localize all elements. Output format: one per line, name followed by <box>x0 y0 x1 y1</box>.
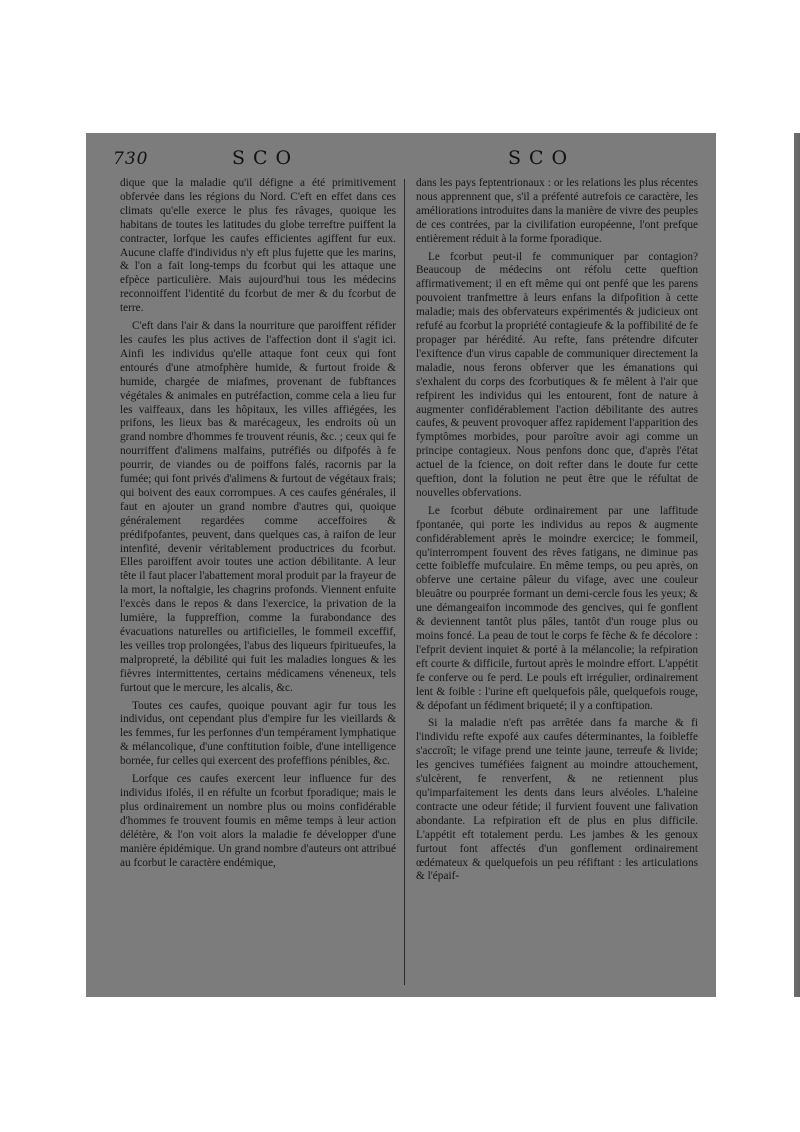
column-divider <box>404 179 405 985</box>
right-column <box>416 177 698 888</box>
paragraph: dans les pays feptentrionaux : or les relations les plus récentes nous apprennent que, s'il a préfenté autrefois ce caractère, les améliorations introduites dans la manière de vivre des peuples de ces contrées, par la civilifation européenne, l'ont prefque entièrement réduit à la forme fporadique. <box>416 177 698 245</box>
paragraph: Lorfque ces caufes exercent leur influence fur des individus ifolés, il en réfulte un fcorbut fporadique; mais le plus ordinairement un nombre plus ou moins confidérable d'hommes fe trouvent foumis en même temps à leur action délétère, & l'on voit alors la maladie fe développer d'une manière épidémique. Un grand nombre d'auteurs ont attribué au fcorbut le caractère endémique, <box>120 773 396 869</box>
page-number: 730 <box>113 149 149 169</box>
paragraph: Le fcorbut peut-il fe communiquer par contagion? Beaucoup de médecins ont réfolu cette queftion affirmativement; il en eft même qui ont penfé que les parens pouvoient tranfmettre à leurs enfans la difpofition à cette maladie; mais des obfervateurs expérimentés & judicieux ont refufé au fcorbut la propriété contagieufe & la poffibilité de fe propager par hérédité. Au refte, fans prétendre difcuter l'exiftence d'un virus capable de communiquer directement la maladie, nous ferons obferver que les émanations qui s'exhalent du corps des fcorbutiques & fe mêlent à l'air que refpirent les individus qui les entourent, font de nature à augmenter confidérablement l'action débilitante des autres caufes, & peuvent provoquer affez rapidement l'apparition des fymptômes morbides, pour paroître avoir agi comme un principe contagieux. Nous penfons donc que, d'après l'état actuel de la fcience, on doit refter dans le doute fur cette queftion, dont la folution ne peut être que le réfultat de nouvelles obfervations. <box>416 250 698 499</box>
page-edge-shadow <box>794 133 800 997</box>
paragraph: Si la maladie n'eft pas arrêtée dans fa marche & fi l'individu refte expofé aux caufes déterminantes, la foibleffe s'accroît; le vifage prend une teinte jaune, terreufe & livide; les gencives tuméfiées faignent au moindre attouchement, s'ulcèrent, fe renverfent, & ne retiennent plus qu'imparfaitement les dents dans leurs alvéoles. L'haleine contracte une odeur fétide; il furvient fouvent une falivation abondante. La refpiration eft de plus en plus difficile. L'appétit eft totalement perdu. Les jambes & les genoux furtout font affectés d'un gonflement ordinairement œdémateux & quelquefois un peu réfiftant : les articulations & l'épaif- <box>416 717 698 883</box>
paragraph: C'eft dans l'air & dans la nourriture que paroiffent réfider les caufes les plus actives de l'affection dont il s'agit ici. Ainfi les individus qu'elle attaque font ceux qui font entourés d'une atmofphère humide, & furtout froide & humide, chargée de miafmes, provenant de fubftances végétales & animales en putréfaction, comme cela a lieu fur les vaiffeaux, dans les hôpitaux, les villes affiégées, les prifons, les lieux bas & marécageux, les endroits où un grand nombre d'hommes fe trouvent réunis, &c. ; ceux qui fe nourriffent d'alimens malfains, putréfiés ou difpofés à fe pourrir, de viandes ou de poiffons falés, racornis par la fumée; qui font privés d'alimens & furtout de végétaux frais; qui boivent des eaux corrompues. A ces caufes générales, il faut en ajouter un grand nombre d'autres qui, quoique généralement regardées comme acceffoires & prédifpofantes, peuvent, dans quelques cas, à raifon de leur intenfité, devenir véritablement productrices du fcorbut. Elles paroiffent avoir toutes une action débilitante. A leur tête il faut placer l'abattement moral produit par la frayeur de la mort, la noftalgie, les chagrins profonds. Viennent enfuite l'excès dans le repos & dans l'exercice, la privation de la lumière, la fuppreffion, comme la furabondance des évacuations naturelles ou artificielles, le fommeil exceffif, les veilles trop prolongées, l'abus des liqueurs fpiritueufes, la malpropreté, la débilité qui fuit les maladies longues & les fièvres intermittentes, certains médicamens véneneux, tels furtout que le mercure, les alcalis, &c. <box>120 320 396 694</box>
paragraph: dique que la maladie qu'il défigne a été primitivement obfervée dans les régions du Nord. C'eft en effet dans ces climats qu'elle exerce le plus fes râvages, quoique les habitans de toutes les latitudes du globe terreftre puiffent la contracter, lorfque les caufes efficientes agiffent fur eux. Aucune claffe d'individus n'y eft plus fujette que les marins, & l'on a fait long-temps du fcorbut qui les attaque une efpèce particulière. Mais aujourd'hui tous les médecins reconnoiffent l'identité du fcorbut de mer & du fcorbut de terre. <box>120 177 396 315</box>
scanned-page <box>86 133 716 997</box>
paragraph: Le fcorbut débute ordinairement par une laffitude fpontanée, qui porte les individus au repos & augmente confidérablement après le moindre exercice; le fommeil, qu'interrompent fouvent des rêves fatigans, ne diminue pas cette foibleffe mufculaire. En même temps, ou peu après, on obferve une certaine pâleur du vifage, avec une couleur bleuâtre ou pourprée formant un demi-cercle fous les yeux; & une démangeaifon incommode des gencives, qui fe gonflent & deviennent tantôt plus pâles, tantôt d'un rouge plus ou moins foncé. La peau de tout le corps fe fèche & fe décolore : l'efprit devient inquiet & porté à la mélancolie; la refpiration eft courte & difficile, furtout après le moindre effort. L'appétit fe conferve ou fe perd. Le pouls eft irrégulier, ordinairement lent & foible : l'urine eft quelquefois pâle, quelquefois rouge, & dépofant un fédiment briqueté; il y a conftipation. <box>416 504 698 712</box>
running-title-right: SCO <box>508 147 576 169</box>
page-header <box>86 147 716 177</box>
paragraph: Toutes ces caufes, quoique pouvant agir fur tous les individus, ont cependant plus d'empire fur les vieillards & les femmes, fur les perfonnes d'un tempérament lymphatique & mélancolique, d'une conftitution foible, d'une intelligence bornée, fur celles qui exercent des profeffions pénibles, &c. <box>120 699 396 768</box>
left-column <box>120 177 396 874</box>
running-title-left: SCO <box>232 147 300 169</box>
